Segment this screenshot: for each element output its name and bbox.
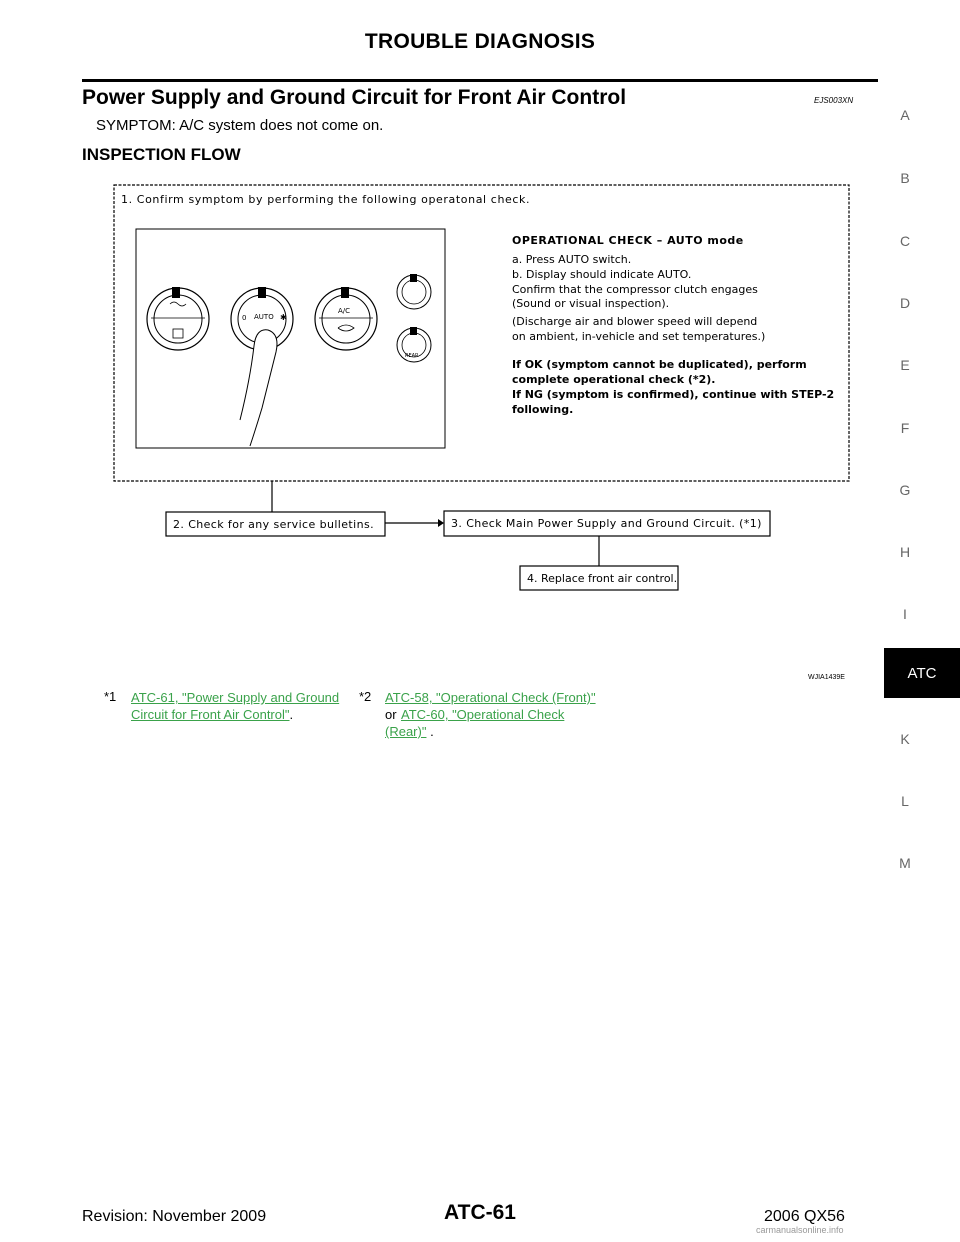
- footer-watermark: carmanualsonline.info: [756, 1225, 844, 1235]
- note-2-link-rear-line1[interactable]: ATC-60, "Operational Check: [401, 707, 565, 722]
- side-index-atc-tab[interactable]: ATC: [884, 648, 960, 698]
- finger-illustration: [240, 330, 277, 446]
- note-2-tail: .: [426, 724, 434, 739]
- side-index-h[interactable]: H: [899, 544, 911, 560]
- front-temp-knob-left: [147, 287, 209, 350]
- note-2-mark: *2: [359, 689, 372, 704]
- footer-page-number: ATC-61: [444, 1201, 516, 1224]
- operational-check-heading: OPERATIONAL CHECK – AUTO mode: [512, 234, 744, 247]
- side-index-k[interactable]: K: [900, 731, 910, 747]
- knob-auto-label: AUTO: [254, 313, 274, 321]
- panel-line-2: b. Display should indicate AUTO.: [512, 268, 692, 281]
- svg-text:✱: ✱: [280, 313, 287, 322]
- image-code: WJIA1439E: [808, 674, 845, 681]
- note-1-link-line1[interactable]: ATC-61, "Power Supply and Ground: [131, 690, 340, 705]
- knob-ac-label: A/C: [338, 307, 351, 315]
- knob-rear-label: REAR: [405, 353, 419, 359]
- footer-revision: Revision: November 2009: [82, 1208, 267, 1225]
- note-1-mark: *1: [104, 689, 117, 704]
- side-index-a[interactable]: A: [900, 107, 910, 123]
- ok-ng-line-3: If NG (symptom is confirmed), continue with STEP-2: [512, 388, 835, 401]
- note-2-link-rear-line2[interactable]: (Rear)": [385, 724, 427, 739]
- note-2-or: or: [385, 707, 397, 722]
- note-1: [131, 689, 339, 723]
- page-header-title: TROUBLE DIAGNOSIS: [364, 30, 596, 53]
- side-index-m[interactable]: M: [899, 855, 911, 871]
- symptom-text: SYMPTOM: A/C system does not come on.: [96, 117, 384, 134]
- panel-line-4: (Sound or visual inspection).: [512, 297, 670, 310]
- side-index-b[interactable]: B: [900, 170, 910, 186]
- note-1-tail: .: [289, 707, 294, 722]
- ok-ng-line-1: If OK (symptom cannot be duplicated), perform: [512, 358, 807, 371]
- rear-fan-knob: [397, 274, 431, 309]
- panel-line-3: Confirm that the compressor clutch engages: [512, 283, 758, 296]
- side-index-i[interactable]: I: [903, 606, 907, 622]
- side-index-l[interactable]: L: [901, 793, 909, 809]
- section-code: EJS003XN: [814, 96, 854, 105]
- panel-line-5: (Discharge air and blower speed will depend: [512, 315, 758, 328]
- note-2-link-front[interactable]: ATC-58, "Operational Check (Front)": [385, 690, 596, 705]
- section-title: Power Supply and Ground Circuit for Front Air Control: [82, 86, 627, 109]
- side-index-d[interactable]: D: [899, 295, 911, 311]
- ok-ng-line-4: following.: [512, 403, 574, 416]
- panel-line-1: a. Press AUTO switch.: [512, 253, 632, 266]
- knob-zero-label: 0: [242, 314, 247, 322]
- rear-control-knob: [397, 327, 431, 362]
- inspection-flow-heading: INSPECTION FLOW: [82, 145, 241, 164]
- step3-text: 3. Check Main Power Supply and Ground Circuit. (*1): [451, 517, 762, 530]
- note-2: [385, 689, 596, 740]
- step1-text: 1. Confirm symptom by performing the following operatonal check.: [121, 193, 531, 206]
- panel-line-6: on ambient, in-vehicle and set temperatures.): [512, 330, 766, 343]
- side-index-c[interactable]: C: [899, 233, 911, 249]
- side-index-g[interactable]: G: [899, 482, 911, 498]
- footer-model: 2006 QX56: [764, 1208, 845, 1225]
- note-1-link-line2[interactable]: Circuit for Front Air Control": [131, 707, 290, 722]
- side-index-e[interactable]: E: [900, 357, 910, 373]
- ok-ng-line-2: complete operational check (*2).: [512, 373, 716, 386]
- side-index-f[interactable]: F: [900, 420, 910, 436]
- ac-knob: [315, 287, 377, 350]
- step2-text: 2. Check for any service bulletins.: [173, 518, 374, 531]
- step4-text: 4. Replace front air control.: [527, 572, 678, 585]
- arrow-2-3: [438, 519, 444, 527]
